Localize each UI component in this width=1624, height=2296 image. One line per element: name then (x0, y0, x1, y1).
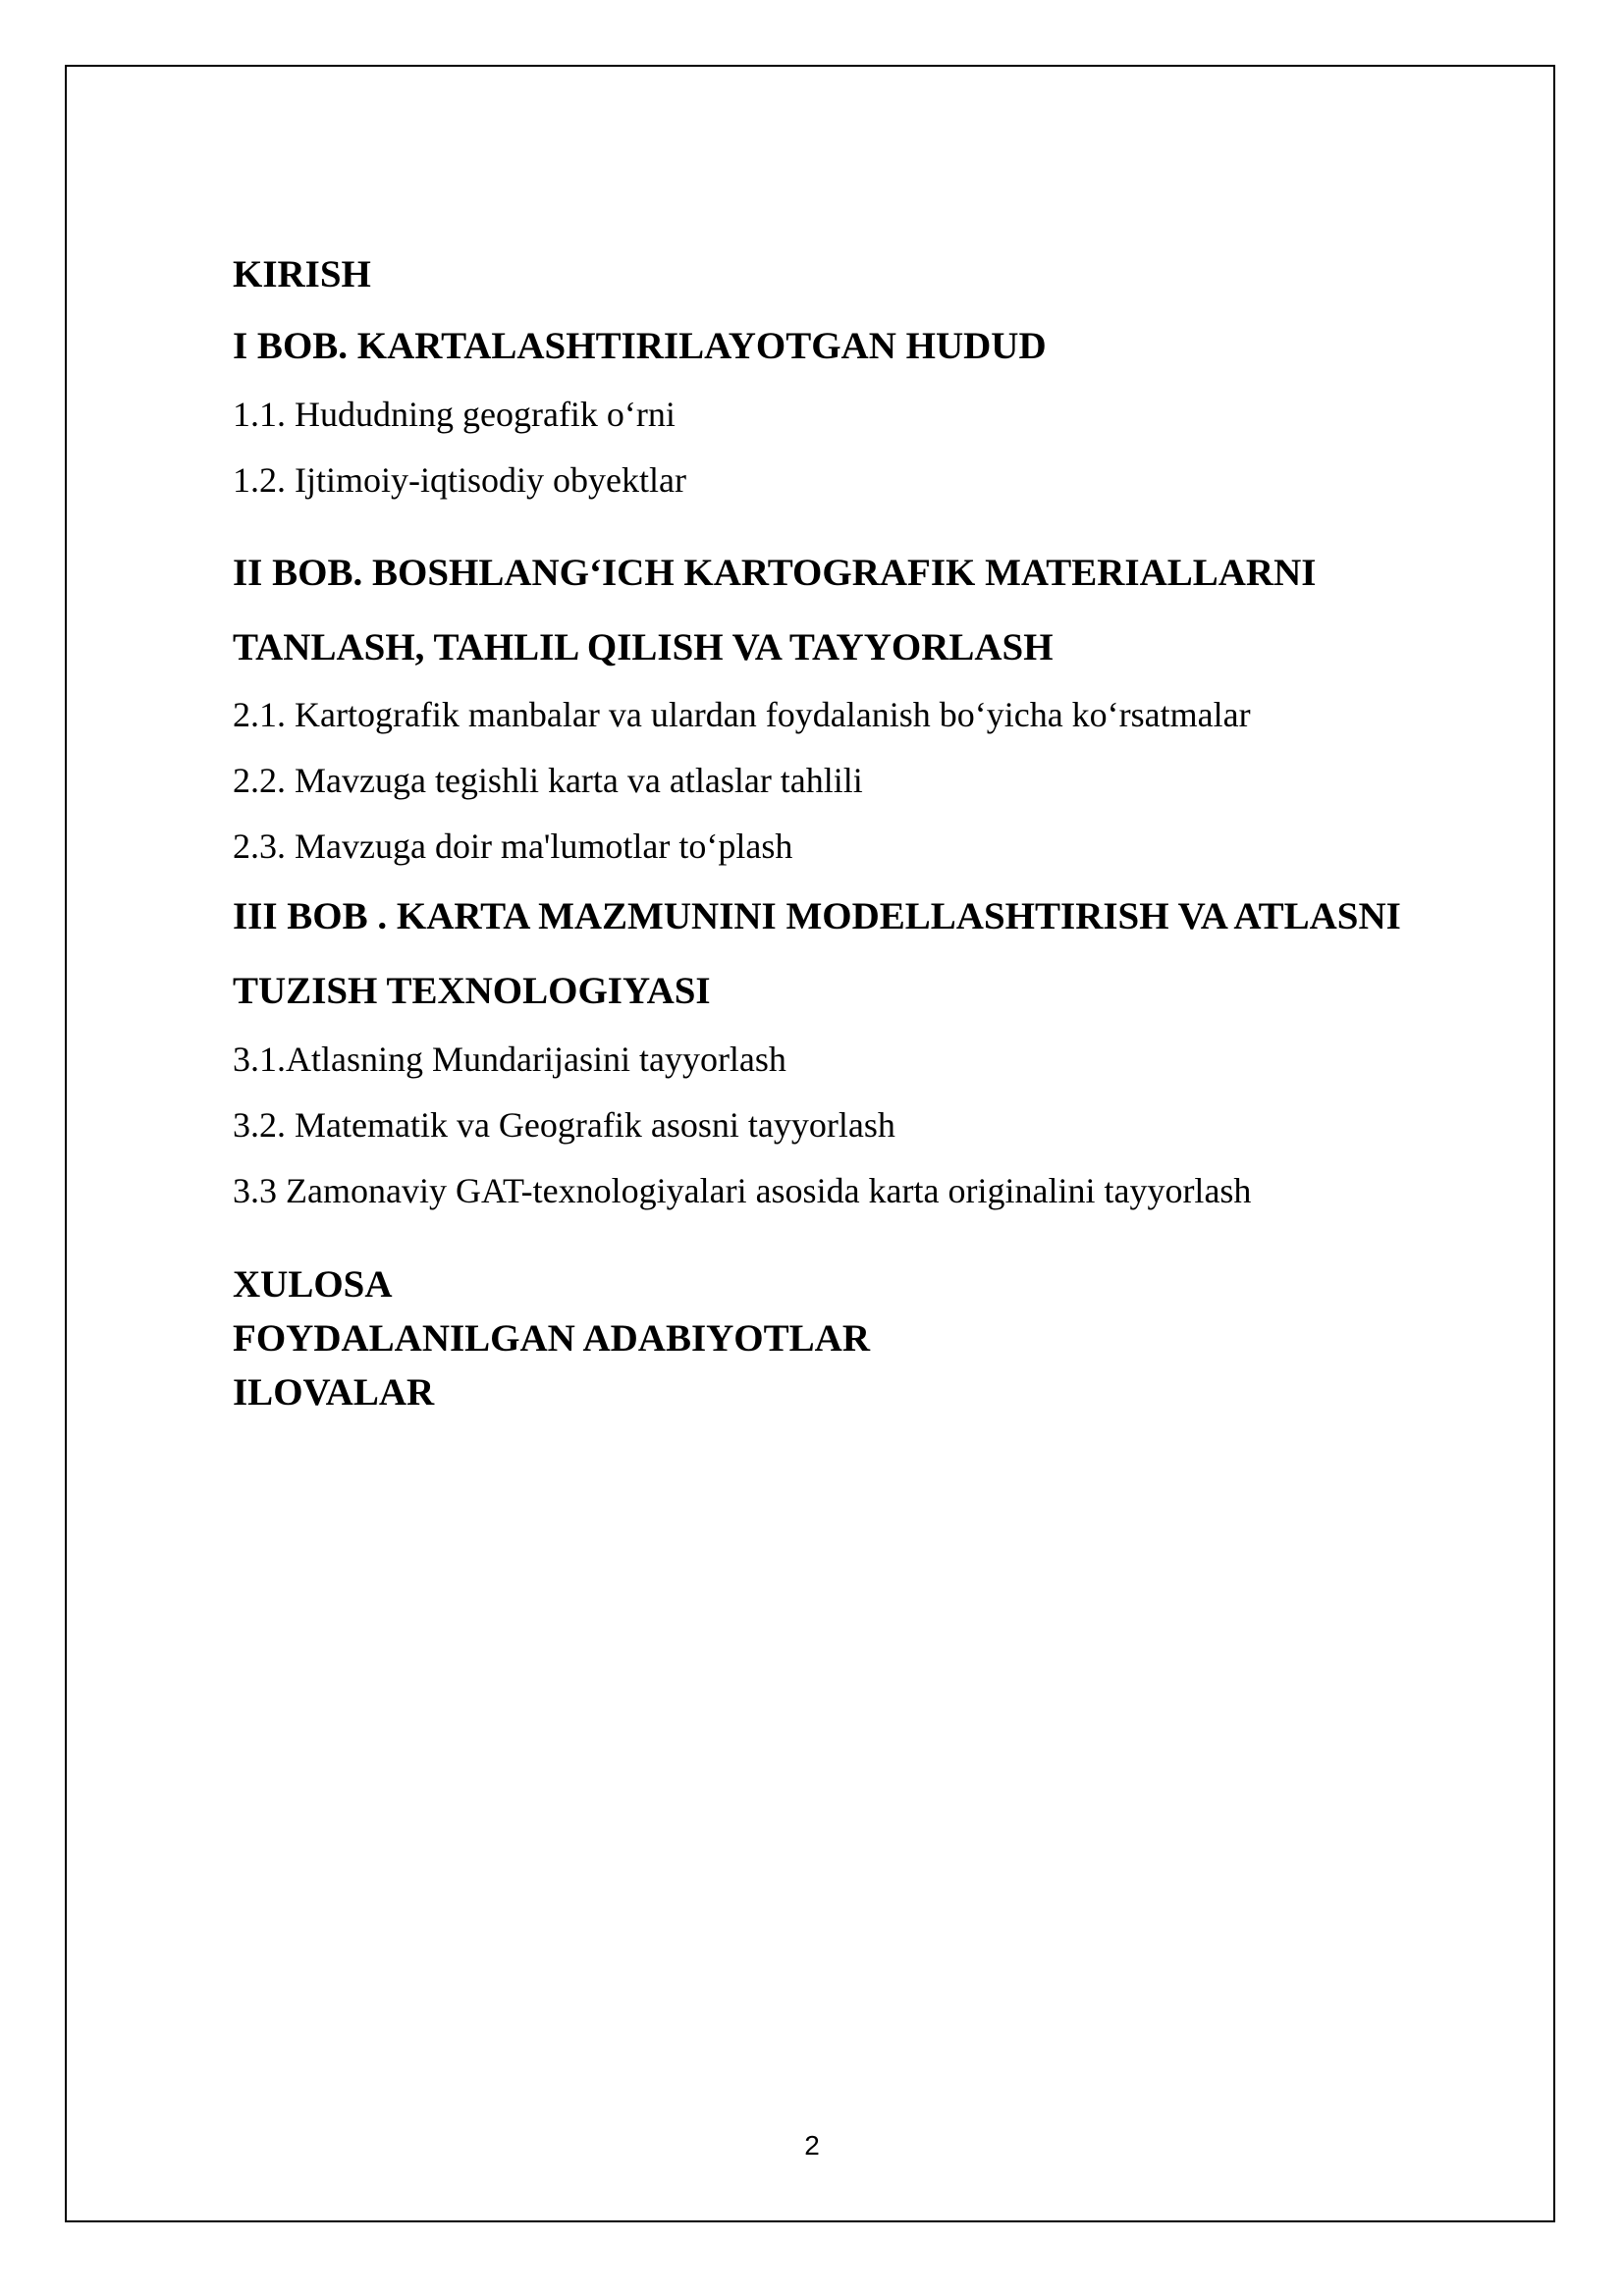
toc-item-2-2: 2.2. Mavzuga tegishli karta va atlaslar tahlili (233, 761, 863, 800)
page-number: 2 (804, 2130, 820, 2161)
heading-ilovalar: ILOVALAR (233, 1371, 435, 1414)
toc-item-1-2: 1.2. Ijtimoiy-iqtisodiy obyektlar (233, 460, 686, 500)
chapter-2-title-line-1: II BOB. BOSHLANG‘ICH KARTOGRAFIK MATERIALLARNI (233, 552, 1317, 594)
chapter-3-title-line-1: III BOB . KARTA MAZMUNINI MODELLASHTIRISH VA ATLASNI (233, 895, 1401, 937)
toc-item-2-1: 2.1. Kartografik manbalar va ulardan foydalanish bo‘yicha ko‘rsatmalar (233, 695, 1251, 734)
toc-item-3-2: 3.2. Matematik va Geografik asosni tayyorlash (233, 1105, 895, 1145)
chapter-1-title: I BOB. KARTALASHTIRILAYOTGAN HUDUD (233, 325, 1047, 367)
heading-adabiyotlar: FOYDALANILGAN ADABIYOTLAR (233, 1317, 870, 1360)
chapter-3-title-line-2: TUZISH TEXNOLOGIYASI (233, 970, 711, 1012)
heading-xulosa: XULOSA (233, 1263, 393, 1306)
toc-item-3-1: 3.1.Atlasning Mundarijasini tayyorlash (233, 1040, 786, 1079)
toc-item-3-3: 3.3 Zamonaviy GAT-texnologiyalari asosida karta originalini tayyorlash (233, 1171, 1252, 1210)
toc-item-2-3: 2.3. Mavzuga doir ma'lumotlar to‘plash (233, 827, 793, 866)
heading-kirish: KIRISH (233, 253, 371, 295)
chapter-2-title-line-2: TANLASH, TAHLIL QILISH VA TAYYORLASH (233, 626, 1054, 668)
toc-item-1-1: 1.1. Hududning geografik o‘rni (233, 395, 676, 434)
